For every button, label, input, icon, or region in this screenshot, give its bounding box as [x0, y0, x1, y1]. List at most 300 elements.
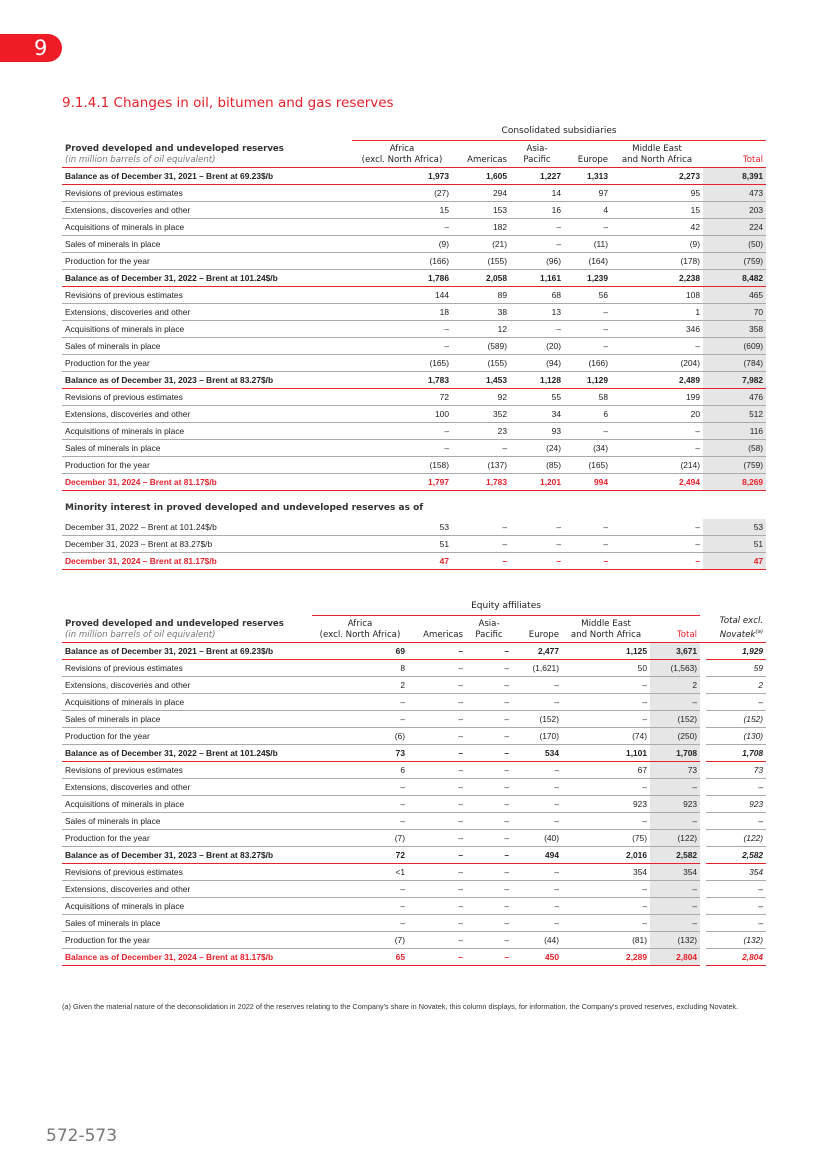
table-cell: –: [312, 796, 408, 813]
table-cell: –: [466, 745, 512, 762]
table-subtitle: (in million barrels of oil equivalent): [65, 629, 216, 640]
table-cell: –: [706, 813, 766, 830]
table-cell: –: [408, 898, 466, 915]
table-cell: (132): [650, 932, 700, 949]
table-cell: –: [512, 779, 562, 796]
table-cell: 50: [562, 660, 650, 677]
table-cell: 1,783: [352, 372, 452, 389]
table-cell: 6: [312, 762, 408, 779]
group-header-row: [62, 598, 766, 616]
table-cell: (152): [650, 711, 700, 728]
section-title: 9.1.4.1 Changes in oil, bitumen and gas reserves: [62, 95, 394, 111]
table-cell: 92: [452, 389, 510, 406]
table-row: [62, 406, 766, 423]
column-header: Asia- Pacific: [510, 141, 564, 168]
table-cell: 1,227: [510, 168, 564, 185]
table-cell: –: [408, 915, 466, 932]
table-cell: –: [408, 711, 466, 728]
table-cell: (9): [352, 236, 452, 253]
table-row: [62, 519, 766, 536]
chapter-number: 9: [34, 36, 48, 60]
column-header: Africa (excl. North Africa): [312, 616, 408, 643]
table-cell: 473: [703, 185, 766, 202]
table-cell: –: [650, 898, 700, 915]
table-row: [62, 745, 766, 762]
row-label: Acquisitions of minerals in place: [62, 796, 312, 813]
table-cell: 47: [703, 553, 766, 570]
table-cell: (214): [611, 457, 703, 474]
table-cell: (155): [452, 253, 510, 270]
table-cell: –: [650, 813, 700, 830]
table-cell: (158): [352, 457, 452, 474]
table-cell: 512: [703, 406, 766, 423]
table-row: [62, 168, 766, 185]
table-row: [62, 474, 766, 491]
table-cell: 346: [611, 321, 703, 338]
minority-title-row: [62, 491, 766, 520]
row-label: Production for the year: [62, 253, 352, 270]
table-cell: 15: [611, 202, 703, 219]
table-cell: –: [650, 694, 700, 711]
table-cell: –: [408, 830, 466, 847]
group-header-row: [62, 123, 766, 141]
table-cell: 1,973: [352, 168, 452, 185]
row-label: Balance as of December 31, 2023 – Brent at 83.27$/b: [62, 372, 352, 389]
table-cell: (21): [452, 236, 510, 253]
table-cell: –: [312, 881, 408, 898]
table-cell: 1,128: [510, 372, 564, 389]
table-cell: –: [466, 949, 512, 966]
row-label: Extensions, discoveries and other: [62, 677, 312, 694]
table-cell: 65: [312, 949, 408, 966]
table-cell: –: [564, 219, 611, 236]
table-cell: 2,489: [611, 372, 703, 389]
table-row: [62, 185, 766, 202]
table-cell: 8,269: [703, 474, 766, 491]
row-label: Acquisitions of minerals in place: [62, 423, 352, 440]
table-row: [62, 915, 766, 932]
table-cell: (759): [703, 457, 766, 474]
table-row: [62, 762, 766, 779]
table-cell: 15: [352, 202, 452, 219]
table-cell: 1,783: [452, 474, 510, 491]
row-label: December 31, 2024 – Brent at 81.17$/b: [62, 553, 352, 570]
table-subtitle: (in million barrels of oil equivalent): [65, 154, 216, 165]
column-header-row: [62, 616, 766, 643]
table-cell: –: [466, 779, 512, 796]
table-row: [62, 864, 766, 881]
table-title: Proved developed and undeveloped reserves: [65, 619, 284, 629]
table-cell: –: [562, 813, 650, 830]
table-cell: 1,161: [510, 270, 564, 287]
table-cell: (132): [706, 932, 766, 949]
table-cell: 182: [452, 219, 510, 236]
table-row: [62, 660, 766, 677]
table-cell: 354: [706, 864, 766, 881]
table-row: [62, 813, 766, 830]
table-cell: 16: [510, 202, 564, 219]
row-label: Extensions, discoveries and other: [62, 406, 352, 423]
table-cell: (122): [650, 830, 700, 847]
table-cell: (166): [352, 253, 452, 270]
table-cell: 20: [611, 406, 703, 423]
table-cell: 51: [703, 536, 766, 553]
chapter-tab: [0, 34, 62, 62]
table-cell: –: [312, 694, 408, 711]
table-cell: –: [312, 813, 408, 830]
table-cell: 68: [510, 287, 564, 304]
table-row: [62, 236, 766, 253]
table-row: [62, 881, 766, 898]
table-cell: 100: [352, 406, 452, 423]
table-cell: 494: [512, 847, 562, 864]
table-cell: 1,313: [564, 168, 611, 185]
table-cell: –: [408, 745, 466, 762]
table-cell: 72: [352, 389, 452, 406]
table-cell: –: [466, 694, 512, 711]
table-cell: –: [408, 779, 466, 796]
table-cell: (50): [703, 236, 766, 253]
table-title-cell: [62, 616, 312, 643]
table-cell: 354: [562, 864, 650, 881]
table-cell: (164): [564, 253, 611, 270]
table-cell: 116: [703, 423, 766, 440]
table-cell: –: [466, 711, 512, 728]
table-row: [62, 321, 766, 338]
table-cell: 53: [703, 519, 766, 536]
table-cell: –: [466, 915, 512, 932]
row-label: Revisions of previous estimates: [62, 762, 312, 779]
table-cell: 199: [611, 389, 703, 406]
table-cell: 923: [706, 796, 766, 813]
table-row: [62, 457, 766, 474]
table-cell: (6): [312, 728, 408, 745]
table-cell: –: [611, 440, 703, 457]
table-cell: 95: [611, 185, 703, 202]
table-row: [62, 711, 766, 728]
row-label: December 31, 2024 – Brent at 81.17$/b: [62, 474, 352, 491]
table-cell: –: [466, 728, 512, 745]
table-cell: 923: [650, 796, 700, 813]
table-cell: 923: [562, 796, 650, 813]
row-label: Production for the year: [62, 355, 352, 372]
row-label: Production for the year: [62, 457, 352, 474]
table-cell: –: [466, 796, 512, 813]
table-row: [62, 847, 766, 864]
table-cell: –: [452, 519, 510, 536]
table-cell: –: [408, 643, 466, 660]
table-cell: 2,238: [611, 270, 703, 287]
table-cell: –: [312, 915, 408, 932]
footnote: (a) Given the material nature of the deconsolidation in 2022 of the reserves relating to the Company's share in Novatek, this column displays, for information, the Company's proved reserves, excluding Novatek.: [62, 1002, 739, 1011]
table-cell: –: [512, 915, 562, 932]
table-cell: 2,016: [562, 847, 650, 864]
table-cell: –: [466, 864, 512, 881]
table-cell: –: [562, 694, 650, 711]
table-cell: 56: [564, 287, 611, 304]
page-number: 572-573: [46, 1126, 118, 1146]
row-label: December 31, 2022 – Brent at 101.24$/b: [62, 519, 352, 536]
table-cell: 1,129: [564, 372, 611, 389]
table-cell: (11): [564, 236, 611, 253]
table-cell: 354: [650, 864, 700, 881]
row-label: Production for the year: [62, 830, 312, 847]
table-cell: 2: [706, 677, 766, 694]
row-label: Balance as of December 31, 2023 – Brent at 83.27$/b: [62, 847, 312, 864]
table-cell: –: [408, 847, 466, 864]
table-cell: –: [466, 830, 512, 847]
minority-title: Minority interest in proved developed and undeveloped reserves as of: [65, 503, 424, 513]
table-cell: –: [611, 553, 703, 570]
table-cell: –: [706, 915, 766, 932]
table-cell: –: [408, 694, 466, 711]
table-cell: (75): [562, 830, 650, 847]
table-cell: –: [564, 536, 611, 553]
row-label: Balance as of December 31, 2024 – Brent at 81.17$/b: [62, 949, 312, 966]
table-cell: 358: [703, 321, 766, 338]
table-cell: –: [706, 694, 766, 711]
table-cell: –: [564, 423, 611, 440]
table-cell: 1,708: [650, 745, 700, 762]
table-cell: –: [408, 677, 466, 694]
table-row: [62, 677, 766, 694]
table-cell: 2,804: [706, 949, 766, 966]
row-label: Balance as of December 31, 2022 – Brent at 101.24$/b: [62, 270, 352, 287]
table-cell: (44): [512, 932, 562, 949]
table-row: [62, 536, 766, 553]
table-cell: –: [510, 553, 564, 570]
table-cell: –: [611, 423, 703, 440]
table-cell: (24): [510, 440, 564, 457]
table-cell: 2,582: [650, 847, 700, 864]
table-cell: (152): [706, 711, 766, 728]
table-row: [62, 553, 766, 570]
row-label: Acquisitions of minerals in place: [62, 898, 312, 915]
table-cell: 534: [512, 745, 562, 762]
table-cell: (165): [564, 457, 611, 474]
row-label: Revisions of previous estimates: [62, 185, 352, 202]
table-cell: –: [512, 898, 562, 915]
table-cell: –: [510, 321, 564, 338]
table-cell: 55: [510, 389, 564, 406]
table-cell: –: [562, 677, 650, 694]
table-cell: (20): [510, 338, 564, 355]
table-row: [62, 779, 766, 796]
table-cell: –: [408, 864, 466, 881]
table-cell: (81): [562, 932, 650, 949]
table-row: [62, 253, 766, 270]
table-cell: (34): [564, 440, 611, 457]
table-cell: 2: [650, 677, 700, 694]
row-label: Extensions, discoveries and other: [62, 779, 312, 796]
table-cell: 1,786: [352, 270, 452, 287]
table-cell: –: [562, 779, 650, 796]
group-label: Consolidated subsidiaries: [352, 123, 766, 141]
table-row: [62, 287, 766, 304]
table-cell: (7): [312, 830, 408, 847]
table-cell: (58): [703, 440, 766, 457]
table-cell: (250): [650, 728, 700, 745]
table-cell: (9): [611, 236, 703, 253]
column-header: Middle East and North Africa: [611, 141, 703, 168]
table-cell: –: [408, 881, 466, 898]
table-cell: –: [562, 898, 650, 915]
table-cell: 108: [611, 287, 703, 304]
table-cell: (589): [452, 338, 510, 355]
table-cell: –: [466, 762, 512, 779]
column-header: Asia- Pacific: [466, 616, 512, 643]
row-label: Revisions of previous estimates: [62, 287, 352, 304]
table-cell: (1,563): [650, 660, 700, 677]
table-cell: –: [512, 677, 562, 694]
table-cell: (96): [510, 253, 564, 270]
table-cell: –: [512, 881, 562, 898]
table-cell: (609): [703, 338, 766, 355]
table-row: [62, 202, 766, 219]
row-label: Sales of minerals in place: [62, 915, 312, 932]
row-label: Balance as of December 31, 2021 – Brent at 69.23$/b: [62, 643, 312, 660]
table-cell: –: [510, 236, 564, 253]
table-cell: (152): [512, 711, 562, 728]
table-cell: (85): [510, 457, 564, 474]
table-cell: –: [466, 932, 512, 949]
table-cell: –: [312, 898, 408, 915]
table-cell: –: [408, 796, 466, 813]
table-cell: –: [512, 762, 562, 779]
table-cell: –: [452, 536, 510, 553]
column-header: Europe: [512, 616, 562, 643]
table-cell: –: [352, 440, 452, 457]
table-cell: 4: [564, 202, 611, 219]
table-cell: (170): [512, 728, 562, 745]
table-cell: 53: [352, 519, 452, 536]
table-cell: –: [564, 338, 611, 355]
column-header-row: [62, 141, 766, 168]
table-cell: –: [512, 796, 562, 813]
table-cell: 73: [706, 762, 766, 779]
table-body: [62, 643, 766, 966]
column-header: Europe: [564, 141, 611, 168]
table-cell: –: [408, 813, 466, 830]
table-cell: –: [650, 915, 700, 932]
table-cell: (155): [452, 355, 510, 372]
table-cell: 2,289: [562, 949, 650, 966]
table-cell: 2,582: [706, 847, 766, 864]
table-cell: –: [510, 219, 564, 236]
table-cell: –: [706, 881, 766, 898]
table-cell: 69: [312, 643, 408, 660]
row-label: Production for the year: [62, 728, 312, 745]
table-cell: (130): [706, 728, 766, 745]
table-cell: –: [510, 519, 564, 536]
table-cell: –: [352, 219, 452, 236]
table-cell: 2,273: [611, 168, 703, 185]
table-cell: –: [562, 915, 650, 932]
table-cell: 47: [352, 553, 452, 570]
table-cell: 70: [703, 304, 766, 321]
row-label: Balance as of December 31, 2022 – Brent at 101.24$/b: [62, 745, 312, 762]
table-row: [62, 932, 766, 949]
row-label: Acquisitions of minerals in place: [62, 219, 352, 236]
table-title-cell: [62, 141, 352, 168]
column-header: Total: [650, 616, 700, 643]
table-cell: –: [466, 847, 512, 864]
table-row: [62, 898, 766, 915]
table-cell: –: [512, 864, 562, 881]
row-label: Extensions, discoveries and other: [62, 881, 312, 898]
table-cell: 73: [312, 745, 408, 762]
table-cell: –: [466, 660, 512, 677]
table-cell: 203: [703, 202, 766, 219]
table-cell: –: [611, 519, 703, 536]
table-row: [62, 423, 766, 440]
table-cell: 38: [452, 304, 510, 321]
table-cell: –: [466, 898, 512, 915]
table-row: [62, 694, 766, 711]
table-cell: –: [564, 553, 611, 570]
row-label: Acquisitions of minerals in place: [62, 694, 312, 711]
table-cell: –: [611, 536, 703, 553]
row-label: Production for the year: [62, 932, 312, 949]
table-cell: 2: [312, 677, 408, 694]
table-cell: (166): [564, 355, 611, 372]
row-label: Sales of minerals in place: [62, 711, 312, 728]
table-cell: 994: [564, 474, 611, 491]
table-cell: –: [562, 711, 650, 728]
table-cell: 93: [510, 423, 564, 440]
table-cell: –: [466, 813, 512, 830]
table-cell: –: [352, 338, 452, 355]
column-header: Middle East and North Africa: [562, 616, 650, 643]
row-label: Revisions of previous estimates: [62, 864, 312, 881]
table-row: [62, 949, 766, 966]
table-cell: 34: [510, 406, 564, 423]
table-cell: 2,804: [650, 949, 700, 966]
table-row: [62, 389, 766, 406]
table-cell: (74): [562, 728, 650, 745]
table-cell: 2,477: [512, 643, 562, 660]
table-cell: –: [512, 694, 562, 711]
table-cell: (784): [703, 355, 766, 372]
table-cell: 72: [312, 847, 408, 864]
table-cell: <1: [312, 864, 408, 881]
table-cell: (7): [312, 932, 408, 949]
table-cell: 3,671: [650, 643, 700, 660]
table-cell: –: [312, 779, 408, 796]
table-cell: –: [408, 932, 466, 949]
equity-affiliates-table: [62, 598, 766, 966]
table-cell: 1,797: [352, 474, 452, 491]
table-cell: 294: [452, 185, 510, 202]
table-cell: (122): [706, 830, 766, 847]
row-label: Sales of minerals in place: [62, 338, 352, 355]
column-header: Africa (excl. North Africa): [352, 141, 452, 168]
table-cell: 2,058: [452, 270, 510, 287]
table-row: [62, 304, 766, 321]
table-cell: –: [564, 304, 611, 321]
table-cell: 6: [564, 406, 611, 423]
row-label: Extensions, discoveries and other: [62, 304, 352, 321]
table-cell: 23: [452, 423, 510, 440]
table-cell: (759): [703, 253, 766, 270]
table-cell: –: [650, 779, 700, 796]
table-cell: 13: [510, 304, 564, 321]
table-cell: –: [466, 643, 512, 660]
table-cell: –: [452, 553, 510, 570]
table-cell: 352: [452, 406, 510, 423]
table-row: [62, 728, 766, 745]
table-row: [62, 440, 766, 457]
